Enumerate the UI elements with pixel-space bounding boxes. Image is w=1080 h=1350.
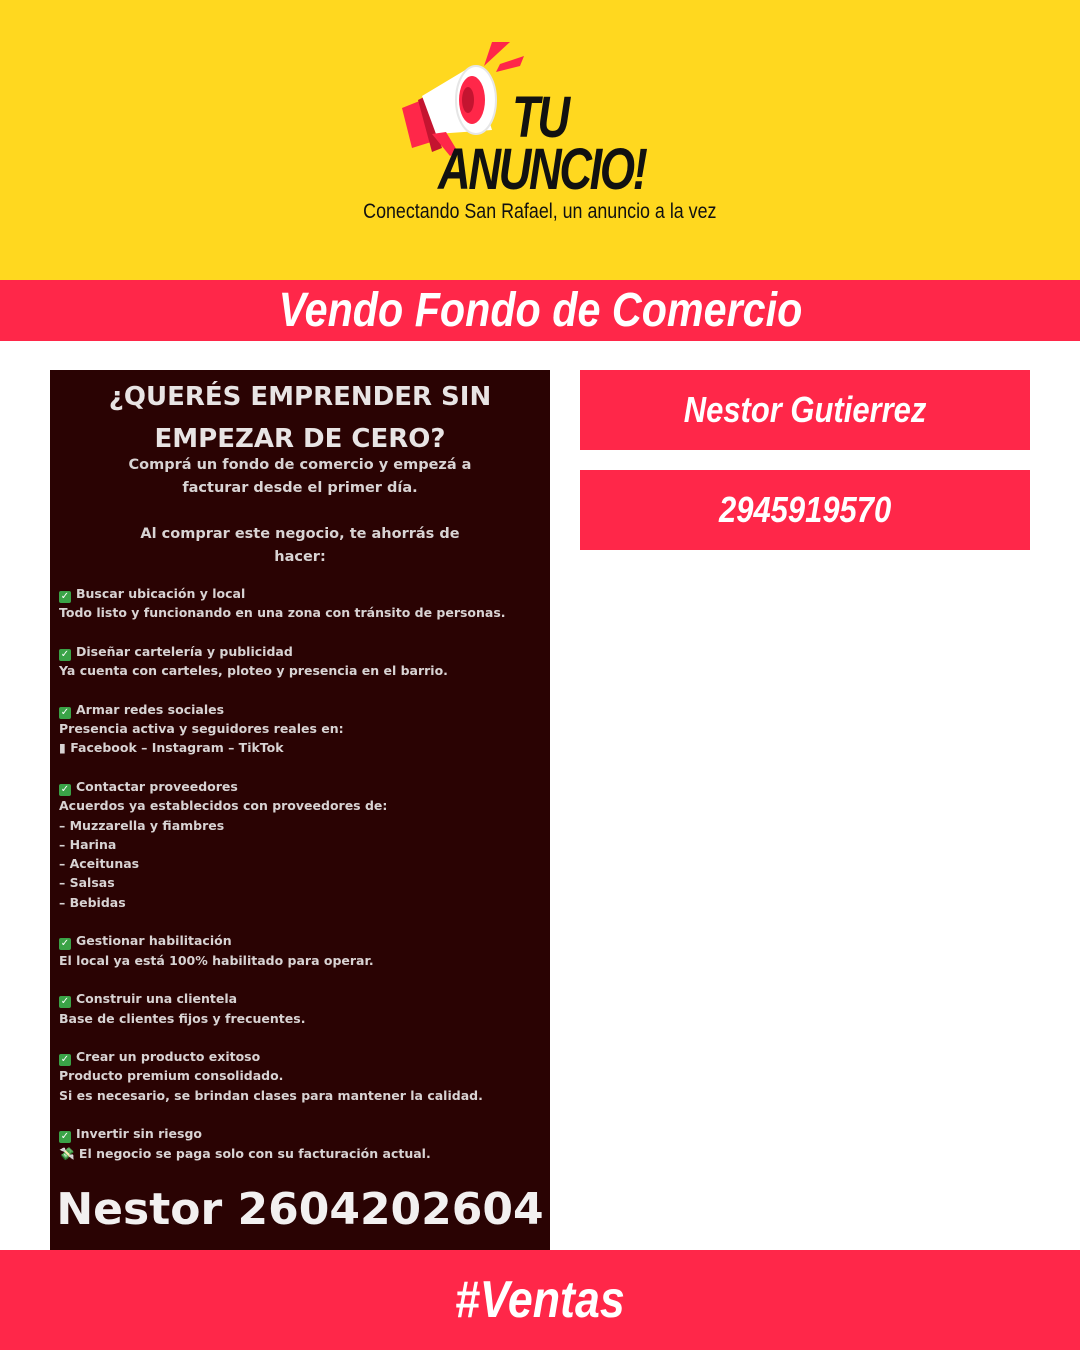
- flyer-benefit-title: [59, 1124, 544, 1143]
- header: [0, 0, 1080, 280]
- flyer-benefit-detail: Ya cuenta con carteles, ploteo y presencia en el barrio.: [59, 663, 448, 679]
- flyer-benefit-detail: ▮ Facebook – Instagram – TikTok: [59, 740, 284, 756]
- flyer-benefit-title-text: Contactar proveedores: [76, 778, 238, 794]
- flyer-benefit-item: [59, 700, 544, 758]
- flyer-headline-line2: EMPEZAR DE CERO?: [154, 424, 446, 454]
- flyer-sub-line1: Comprá un fondo de comercio y empezá a: [128, 457, 472, 473]
- flyer-benefit-detail: Si es necesario, se brindan clases para mantener la calidad.: [59, 1087, 483, 1103]
- flyer-benefit-detail: Base de clientes fijos y frecuentes.: [59, 1010, 306, 1026]
- flyer-benefit-item: [59, 989, 544, 1028]
- flyer-benefit-title-text: Crear un producto exitoso: [76, 1049, 261, 1065]
- logo-line2: ANUNCIO!: [438, 137, 646, 202]
- contact-phone: 2945919570: [718, 489, 892, 530]
- flyer-benefit-title: [59, 584, 544, 603]
- flyer-benefit-detail: 💸 El negocio se paga solo con su facturación actual.: [59, 1145, 431, 1161]
- check-icon: ✓: [60, 706, 70, 718]
- check-icon: ✓: [60, 1131, 70, 1143]
- ad-flyer-image: [50, 370, 550, 1250]
- flyer-benefit-detail: Producto premium consolidado.: [59, 1068, 284, 1084]
- flyer-benefit-title-text: Armar redes sociales: [76, 701, 225, 717]
- logo-wordmark: [438, 85, 646, 202]
- flyer-benefit-detail: El local ya está 100% habilitado para operar.: [59, 952, 374, 968]
- category-tag: #Ventas: [455, 1271, 625, 1329]
- flyer-benefit-title-text: Diseñar cartelería y publicidad: [76, 643, 293, 659]
- check-icon: ✓: [60, 996, 70, 1008]
- flyer-benefit-list: [59, 584, 544, 1182]
- flyer-benefit-title-text: Gestionar habilitación: [76, 933, 232, 949]
- flyer-benefit-item: [59, 1124, 544, 1163]
- flyer-benefit-detail: – Salsas: [59, 875, 115, 891]
- flyer-benefit-item: [59, 584, 544, 623]
- flyer-benefit-title: [59, 931, 544, 950]
- tagline: [0, 200, 1080, 224]
- flyer-intro-line1: Al comprar este negocio, te ahorrás de: [140, 526, 460, 542]
- flyer-benefit-title-text: Invertir sin riesgo: [76, 1126, 202, 1142]
- flyer-benefit-detail: Todo listo y funcionando en una zona con tránsito de personas.: [59, 605, 506, 621]
- flyer-benefit-title: [59, 989, 544, 1008]
- contact-name-box: [580, 370, 1030, 450]
- flyer-contact: Nestor 2604202604: [56, 1184, 544, 1235]
- flyer-benefit-detail: Acuerdos ya establecidos con proveedores de:: [59, 798, 388, 814]
- check-icon: ✓: [60, 591, 70, 602]
- flyer-sub-line2: facturar desde el primer día.: [182, 480, 418, 496]
- check-icon: ✓: [60, 1054, 70, 1066]
- flyer-benefit-item: [59, 642, 544, 681]
- logo-line1: TU: [512, 85, 568, 150]
- flyer-benefit-title: [59, 700, 544, 719]
- ad-title-band: [0, 280, 1080, 341]
- flyer-benefit-title: [59, 777, 544, 796]
- ad-title: Vendo Fondo de Comercio: [278, 284, 802, 337]
- flyer-benefit-title: [59, 1047, 544, 1066]
- flyer-benefit-title-text: Buscar ubicación y local: [76, 586, 246, 601]
- check-icon: ✓: [60, 938, 70, 950]
- flyer-benefit-detail: – Bebidas: [59, 894, 126, 910]
- flyer-benefit-detail: – Muzzarella y fiambres: [59, 817, 225, 833]
- check-icon: ✓: [60, 783, 70, 795]
- flyer-benefit-detail: Presencia activa y seguidores reales en:: [59, 721, 344, 737]
- category-band: [0, 1250, 1080, 1350]
- flyer-benefit-title-text: Construir una clientela: [76, 991, 238, 1007]
- contact-phone-box[interactable]: [580, 470, 1030, 550]
- flyer-headline-line1: ¿QUERÉS EMPRENDER SIN: [108, 382, 492, 412]
- check-icon: ✓: [60, 648, 70, 660]
- flyer-benefit-title: [59, 642, 544, 661]
- flyer-benefit-item: [59, 931, 544, 970]
- flyer-benefit-detail: – Aceitunas: [59, 856, 140, 872]
- flyer-benefit-item: [59, 1047, 544, 1105]
- flyer-intro-line2: hacer:: [274, 549, 326, 565]
- flyer-headline: [50, 376, 550, 460]
- flyer-intro: [110, 523, 490, 569]
- flyer-benefit-detail: – Harina: [59, 836, 117, 852]
- tagline-text: Conectando San Rafael, un anuncio a la vez: [363, 200, 717, 223]
- contact-name: Nestor Gutierrez: [683, 389, 927, 430]
- flyer-benefit-item: [59, 777, 544, 912]
- flyer-subheadline: [90, 454, 510, 500]
